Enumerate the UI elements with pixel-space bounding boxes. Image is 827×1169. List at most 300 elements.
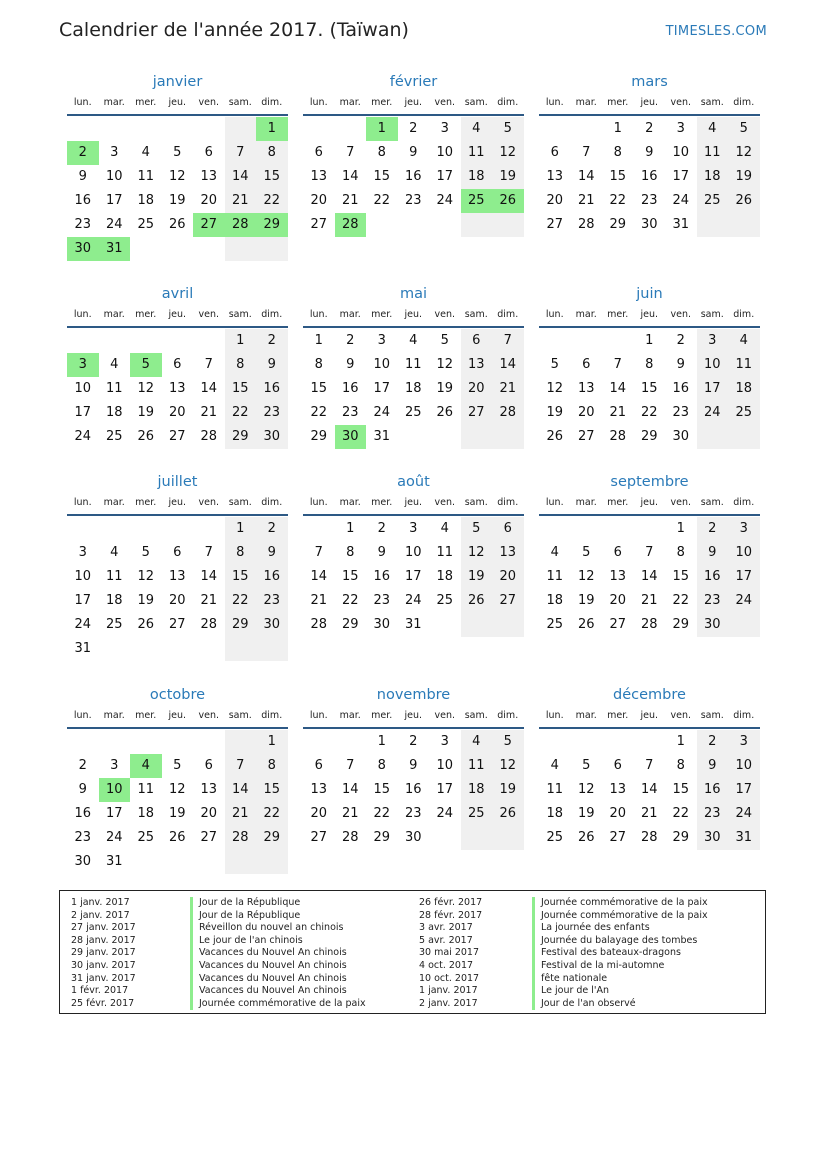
day-cell: 17: [74, 405, 92, 420]
day-cell: 13: [577, 381, 595, 396]
weekday-label: sam.: [464, 497, 488, 508]
weekday-header: [539, 494, 760, 516]
weekday-label: ven.: [670, 309, 691, 320]
empty-day-cell: [571, 517, 603, 541]
weekday-label: ven.: [198, 309, 219, 320]
empty-day-cell: [634, 730, 666, 754]
month-name: octobre: [149, 687, 206, 703]
month-block: [303, 683, 524, 850]
day-cell: 22: [373, 806, 391, 821]
day-cell: 28: [577, 217, 595, 232]
month-block: [539, 683, 760, 850]
day-cell: 27: [168, 429, 186, 444]
day-cell: 8: [676, 758, 685, 773]
day-cell: 18: [137, 193, 155, 208]
day-cell: 3: [676, 121, 685, 136]
legend-holiday-name: Journée commémorative de la paix: [541, 897, 708, 908]
empty-day-cell: [99, 117, 131, 141]
day-cell: 25: [105, 617, 123, 632]
empty-day-cell: [461, 826, 493, 850]
day-cell: 20: [168, 593, 186, 608]
legend-date: 31 janv. 2017: [71, 972, 136, 984]
day-cell: 20: [168, 405, 186, 420]
day-cell: 19: [168, 193, 186, 208]
day-cell: 12: [577, 569, 595, 584]
weekday-header: [67, 494, 288, 516]
empty-day-cell: [162, 637, 194, 661]
legend-holiday-name: Le jour de l'An: [541, 985, 610, 997]
day-cell: 11: [461, 141, 493, 165]
day-cell: 20: [310, 806, 328, 821]
day-cell: 7: [613, 357, 622, 372]
day-grid: [539, 730, 760, 850]
empty-day-cell: [193, 117, 225, 141]
weekday-label: jeu.: [404, 309, 423, 320]
day-cell: 2: [697, 730, 729, 754]
day-cell: 9: [697, 754, 729, 778]
weekday-label: mar.: [575, 309, 597, 320]
day-cell: 10: [74, 569, 92, 584]
day-cell: 3: [377, 333, 386, 348]
day-cell: 19: [436, 381, 454, 396]
empty-day-cell: [602, 517, 634, 541]
day-cell: 23: [74, 830, 92, 845]
day-cell: 20: [609, 806, 627, 821]
day-cell: 24: [74, 429, 92, 444]
holiday-legend: [59, 890, 766, 1014]
day-cell: 10: [672, 145, 690, 160]
weekday-label: sam.: [700, 710, 724, 721]
weekday-label: sam.: [700, 497, 724, 508]
day-grid: [67, 117, 288, 261]
day-cell: 3: [697, 329, 729, 353]
weekday-label: mer.: [135, 710, 157, 721]
weekday-label: mer.: [135, 309, 157, 320]
day-cell: 20: [577, 405, 595, 420]
day-cell: 7: [204, 545, 213, 560]
day-cell: 12: [546, 381, 564, 396]
weekday-label: sam.: [228, 497, 252, 508]
day-cell: 1: [645, 333, 654, 348]
empty-day-cell: [539, 329, 571, 353]
legend-holiday-name: Vacances du Nouvel An chinois: [199, 947, 347, 959]
empty-day-cell: [162, 517, 194, 541]
weekday-header: [539, 306, 760, 328]
day-cell: 17: [436, 169, 454, 184]
day-cell: 21: [577, 193, 595, 208]
brand-link[interactable]: TIMESLES.COM: [665, 24, 767, 39]
weekday-label: jeu.: [404, 497, 423, 508]
day-cell: 29: [256, 826, 288, 850]
weekday-label: ven.: [434, 97, 455, 108]
day-cell: 17: [697, 377, 729, 401]
day-cell: 11: [728, 353, 760, 377]
weekday-label: mar.: [339, 309, 361, 320]
day-grid: [67, 517, 288, 661]
day-cell: 2: [697, 517, 729, 541]
day-cell: 30: [672, 429, 690, 444]
day-cell: 8: [613, 145, 622, 160]
day-cell: 13: [492, 541, 524, 565]
empty-day-cell: [697, 425, 729, 449]
day-cell: 26: [168, 830, 186, 845]
empty-day-cell: [697, 213, 729, 237]
weekday-label: lun.: [545, 97, 564, 108]
day-cell: 5: [141, 545, 150, 560]
day-cell: 15: [225, 377, 257, 401]
day-cell: 24: [728, 589, 760, 613]
empty-day-cell: [193, 637, 225, 661]
legend-holiday-name: Journée commémorative de la paix: [199, 997, 366, 1009]
empty-day-cell: [429, 613, 461, 637]
empty-day-cell: [492, 826, 524, 850]
holiday-day-cell: 30: [335, 425, 367, 449]
weekday-header: [67, 306, 288, 328]
day-cell: 12: [137, 381, 155, 396]
day-cell: 18: [461, 778, 493, 802]
legend-holiday-name: La journée des enfants: [541, 922, 650, 934]
day-cell: 13: [310, 782, 328, 797]
day-cell: 18: [728, 377, 760, 401]
day-cell: 8: [225, 541, 257, 565]
month-name: mars: [631, 74, 668, 90]
empty-day-cell: [256, 237, 288, 261]
weekday-label: lun.: [545, 710, 564, 721]
day-cell: 6: [550, 145, 559, 160]
day-cell: 15: [373, 782, 391, 797]
holiday-day-cell: 3: [67, 353, 99, 377]
weekday-label: dim.: [733, 710, 755, 721]
day-cell: 18: [546, 593, 564, 608]
day-cell: 15: [672, 569, 690, 584]
day-cell: 9: [409, 145, 418, 160]
empty-day-cell: [335, 730, 367, 754]
day-cell: 2: [346, 333, 355, 348]
day-cell: 27: [310, 830, 328, 845]
day-cell: 22: [672, 593, 690, 608]
holiday-day-cell: 25: [461, 189, 493, 213]
day-cell: 9: [645, 145, 654, 160]
day-cell: 10: [373, 357, 391, 372]
day-cell: 18: [697, 165, 729, 189]
day-cell: 24: [672, 193, 690, 208]
holiday-day-cell: 26: [492, 189, 524, 213]
legend-date: 5 avr. 2017: [419, 934, 473, 946]
day-cell: 14: [492, 353, 524, 377]
weekday-label: dim.: [497, 497, 519, 508]
day-cell: 12: [168, 782, 186, 797]
legend-names-col-2: [532, 897, 708, 1010]
day-cell: 18: [546, 806, 564, 821]
weekday-label: sam.: [228, 97, 252, 108]
day-cell: 22: [225, 589, 257, 613]
weekday-label: ven.: [198, 97, 219, 108]
day-cell: 2: [409, 121, 418, 136]
day-cell: 29: [373, 830, 391, 845]
day-cell: 28: [341, 830, 359, 845]
day-grid: [67, 329, 288, 449]
weekday-label: mar.: [103, 497, 125, 508]
weekday-label: sam.: [464, 710, 488, 721]
month-name: novembre: [376, 687, 451, 703]
weekday-label: sam.: [464, 309, 488, 320]
day-cell: 9: [676, 357, 685, 372]
weekday-header: [303, 707, 524, 729]
day-cell: 6: [613, 545, 622, 560]
day-cell: 1: [676, 734, 685, 749]
weekday-label: jeu.: [640, 497, 659, 508]
day-cell: 14: [577, 169, 595, 184]
empty-day-cell: [571, 730, 603, 754]
day-cell: 8: [676, 545, 685, 560]
day-cell: 7: [204, 357, 213, 372]
day-cell: 7: [225, 141, 257, 165]
empty-day-cell: [130, 237, 162, 261]
weekday-label: lun.: [73, 97, 92, 108]
day-cell: 16: [404, 782, 422, 797]
day-cell: 21: [640, 593, 658, 608]
day-cell: 8: [645, 357, 654, 372]
empty-day-cell: [193, 730, 225, 754]
weekday-label: ven.: [434, 309, 455, 320]
empty-day-cell: [303, 517, 335, 541]
day-cell: 28: [492, 401, 524, 425]
day-cell: 24: [74, 617, 92, 632]
legend-date: 26 févr. 2017: [419, 897, 483, 908]
day-cell: 17: [373, 381, 391, 396]
day-cell: 14: [609, 381, 627, 396]
day-cell: 6: [492, 517, 524, 541]
day-cell: 22: [672, 806, 690, 821]
day-cell: 24: [436, 806, 454, 821]
empty-day-cell: [461, 213, 493, 237]
day-cell: 6: [314, 145, 323, 160]
day-cell: 19: [577, 806, 595, 821]
day-cell: 28: [225, 826, 257, 850]
day-cell: 3: [728, 517, 760, 541]
day-cell: 5: [173, 758, 182, 773]
legend-date: 1 févr. 2017: [71, 985, 129, 997]
day-cell: 2: [256, 517, 288, 541]
legend-holiday-name: Le jour de l'an chinois: [199, 934, 303, 946]
weekday-label: mer.: [371, 309, 393, 320]
weekday-label: mer.: [607, 710, 629, 721]
day-cell: 16: [404, 169, 422, 184]
empty-day-cell: [539, 517, 571, 541]
day-cell: 8: [256, 141, 288, 165]
day-cell: 19: [137, 405, 155, 420]
day-cell: 11: [105, 569, 123, 584]
month-block: [67, 70, 288, 261]
day-cell: 13: [168, 381, 186, 396]
day-cell: 29: [341, 617, 359, 632]
empty-day-cell: [193, 237, 225, 261]
legend-date: 10 oct. 2017: [419, 972, 480, 984]
weekday-label: mer.: [607, 97, 629, 108]
weekday-header: [303, 94, 524, 116]
day-cell: 31: [404, 617, 422, 632]
legend-date: 3 avr. 2017: [419, 922, 473, 934]
day-cell: 15: [672, 782, 690, 797]
day-cell: 26: [492, 802, 524, 826]
day-cell: 30: [697, 613, 729, 637]
day-cell: 14: [341, 169, 359, 184]
day-cell: 26: [436, 405, 454, 420]
day-cell: 31: [672, 217, 690, 232]
day-cell: 28: [200, 617, 218, 632]
legend-dates-col-2: [419, 897, 534, 1010]
legend-holiday-name: Vacances du Nouvel An chinois: [199, 972, 347, 984]
day-cell: 11: [546, 782, 564, 797]
weekday-label: jeu.: [404, 710, 423, 721]
day-cell: 29: [672, 617, 690, 632]
day-cell: 4: [550, 758, 559, 773]
weekday-label: dim.: [261, 97, 283, 108]
day-cell: 27: [492, 589, 524, 613]
day-cell: 24: [436, 193, 454, 208]
day-cell: 29: [310, 429, 328, 444]
day-cell: 24: [697, 401, 729, 425]
day-cell: 6: [173, 357, 182, 372]
day-cell: 5: [461, 517, 493, 541]
empty-day-cell: [366, 213, 398, 237]
empty-day-cell: [130, 517, 162, 541]
day-cell: 11: [105, 381, 123, 396]
day-cell: 7: [645, 545, 654, 560]
day-cell: 8: [314, 357, 323, 372]
holiday-day-cell: 1: [256, 117, 288, 141]
weekday-label: dim.: [733, 97, 755, 108]
day-cell: 22: [225, 401, 257, 425]
empty-day-cell: [225, 637, 257, 661]
day-cell: 22: [640, 405, 658, 420]
weekday-header: [67, 707, 288, 729]
empty-day-cell: [303, 730, 335, 754]
day-cell: 11: [546, 569, 564, 584]
day-cell: 21: [609, 405, 627, 420]
weekday-label: sam.: [228, 309, 252, 320]
legend-holiday-name: Journée commémorative de la paix: [541, 909, 708, 921]
day-cell: 25: [697, 189, 729, 213]
day-cell: 2: [645, 121, 654, 136]
day-cell: 28: [200, 429, 218, 444]
day-cell: 6: [314, 758, 323, 773]
empty-day-cell: [99, 637, 131, 661]
day-cell: 21: [200, 405, 218, 420]
day-cell: 30: [697, 826, 729, 850]
day-cell: 17: [404, 569, 422, 584]
holiday-day-cell: 29: [256, 213, 288, 237]
day-cell: 18: [137, 806, 155, 821]
weekday-label: ven.: [670, 97, 691, 108]
day-cell: 30: [74, 854, 92, 869]
day-cell: 26: [546, 429, 564, 444]
weekday-label: dim.: [497, 97, 519, 108]
day-cell: 14: [310, 569, 328, 584]
day-cell: 13: [310, 169, 328, 184]
weekday-label: ven.: [670, 710, 691, 721]
day-cell: 18: [105, 405, 123, 420]
day-cell: 25: [105, 429, 123, 444]
weekday-label: lun.: [73, 710, 92, 721]
day-cell: 27: [609, 617, 627, 632]
day-cell: 1: [346, 521, 355, 536]
day-cell: 2: [78, 758, 87, 773]
day-grid: [303, 329, 524, 449]
month-block: [67, 470, 288, 661]
day-cell: 23: [697, 589, 729, 613]
weekday-label: ven.: [198, 710, 219, 721]
empty-day-cell: [571, 117, 603, 141]
legend-holiday-name: Jour de l'an observé: [541, 997, 636, 1009]
legend-date: 1 janv. 2017: [71, 897, 130, 908]
day-cell: 25: [404, 405, 422, 420]
empty-day-cell: [539, 117, 571, 141]
month-block: [67, 282, 288, 449]
legend-holiday-name: Jour de la République: [199, 909, 301, 921]
day-cell: 3: [440, 121, 449, 136]
day-cell: 16: [256, 377, 288, 401]
day-cell: 12: [436, 357, 454, 372]
day-cell: 20: [200, 806, 218, 821]
holiday-day-cell: 10: [99, 778, 131, 802]
day-cell: 31: [373, 429, 391, 444]
day-cell: 7: [225, 754, 257, 778]
day-cell: 14: [225, 778, 257, 802]
day-cell: 16: [256, 565, 288, 589]
empty-day-cell: [99, 517, 131, 541]
empty-day-cell: [67, 517, 99, 541]
day-cell: 14: [225, 165, 257, 189]
empty-day-cell: [130, 329, 162, 353]
day-cell: 26: [461, 589, 493, 613]
weekday-label: mar.: [103, 309, 125, 320]
day-cell: 25: [137, 217, 155, 232]
day-cell: 6: [582, 357, 591, 372]
month-block: [539, 282, 760, 449]
weekday-label: mer.: [135, 497, 157, 508]
day-cell: 9: [78, 169, 87, 184]
day-grid: [539, 117, 760, 237]
weekday-label: jeu.: [640, 97, 659, 108]
day-cell: 4: [728, 329, 760, 353]
day-cell: 11: [137, 169, 155, 184]
day-cell: 5: [492, 730, 524, 754]
month-block: [303, 70, 524, 237]
day-cell: 18: [436, 569, 454, 584]
empty-day-cell: [429, 826, 461, 850]
day-cell: 26: [577, 830, 595, 845]
weekday-label: jeu.: [168, 309, 187, 320]
day-cell: 14: [640, 569, 658, 584]
empty-day-cell: [571, 329, 603, 353]
day-cell: 14: [341, 782, 359, 797]
day-cell: 7: [492, 329, 524, 353]
day-cell: 17: [728, 778, 760, 802]
day-cell: 23: [697, 802, 729, 826]
weekday-label: dim.: [497, 710, 519, 721]
day-cell: 26: [168, 217, 186, 232]
day-cell: 19: [492, 778, 524, 802]
weekday-label: mar.: [575, 497, 597, 508]
holiday-day-cell: 30: [67, 237, 99, 261]
weekday-label: lun.: [309, 497, 328, 508]
day-cell: 4: [440, 521, 449, 536]
day-cell: 25: [546, 617, 564, 632]
day-cell: 1: [613, 121, 622, 136]
month-name: février: [389, 74, 438, 90]
legend-date: 1 janv. 2017: [419, 985, 478, 997]
